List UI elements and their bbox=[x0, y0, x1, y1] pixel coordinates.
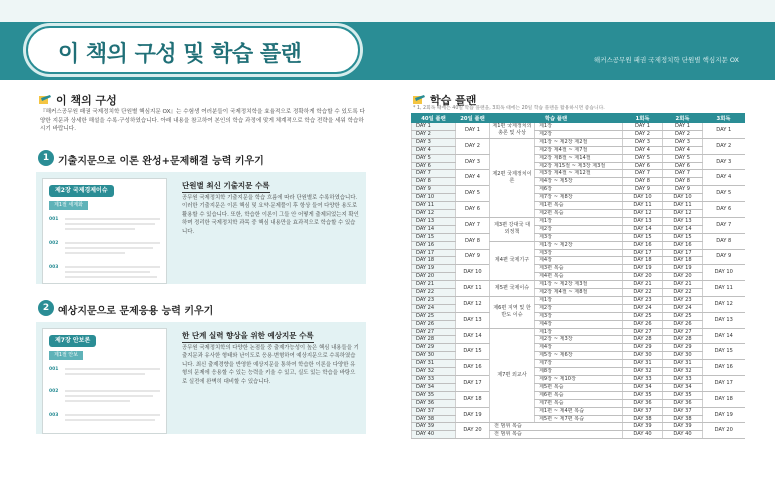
pencil-icon bbox=[38, 94, 52, 106]
round1-cell: DAY 26 bbox=[623, 320, 663, 328]
section1-panel-body: 공무원 국제정치학 기출지문을 학습 흐름에 따라 단원별로 수록하였습니다. 이러한 기출지문은 이론 핵심 및 요약·문제풀이 후 항상 들여 다양한 용도로 활용할 수 있습니다. 또한, 학습한 이론이 그들 안 어떻게 출제되었는지 확인하며 정리한 국제정치학 과목 중 핵심 내용만을 효과적으로 학습할 수 있습니다. bbox=[182, 195, 359, 235]
session-cell: 제5편 ~ 제7편 복습 bbox=[535, 415, 623, 423]
col-header: 1회독 bbox=[623, 114, 663, 123]
round1-cell: DAY 3 bbox=[623, 138, 663, 146]
round2-cell: DAY 11 bbox=[663, 202, 703, 210]
day40-cell: DAY 40 bbox=[412, 431, 456, 439]
session-cell: 제1편 복습 bbox=[535, 202, 623, 210]
section2-book-preview bbox=[42, 328, 167, 434]
day20-cell: DAY 3 bbox=[456, 154, 490, 170]
day40-cell: DAY 30 bbox=[412, 352, 456, 360]
table-row bbox=[412, 423, 745, 431]
round1-cell: DAY 8 bbox=[623, 178, 663, 186]
round2-cell: DAY 6 bbox=[663, 162, 703, 170]
session-cell: 제7장 bbox=[535, 360, 623, 368]
book-tag: 002 bbox=[49, 389, 59, 394]
section1-book-sub: 제1절 세계화 bbox=[49, 201, 88, 210]
plan-cell: 전 범위 복습 bbox=[490, 431, 623, 439]
part-cell: 제7편 외교사 bbox=[490, 328, 535, 423]
session-cell: 제1장 bbox=[535, 123, 623, 131]
day20-cell: DAY 13 bbox=[456, 312, 490, 328]
table-row bbox=[412, 391, 745, 399]
day40-cell: DAY 18 bbox=[412, 257, 456, 265]
section2-panel-head: 한 단계 실력 향상을 위한 예상지문 수록 bbox=[182, 330, 314, 343]
day40-cell: DAY 1 bbox=[412, 123, 456, 131]
day40-cell: DAY 21 bbox=[412, 281, 456, 289]
round3-cell: DAY 9 bbox=[703, 249, 745, 265]
round2-cell: DAY 36 bbox=[663, 399, 703, 407]
day20-cell: DAY 4 bbox=[456, 170, 490, 186]
book-line bbox=[65, 271, 150, 273]
session-cell: 제2장 제4절 ~ 제8절 bbox=[535, 289, 623, 297]
day20-cell: DAY 16 bbox=[456, 360, 490, 376]
section2-panel bbox=[36, 322, 366, 434]
day40-cell: DAY 10 bbox=[412, 194, 456, 202]
table-row bbox=[412, 154, 745, 162]
round2-cell: DAY 3 bbox=[663, 138, 703, 146]
round3-cell: DAY 15 bbox=[703, 344, 745, 360]
round2-cell: DAY 10 bbox=[663, 194, 703, 202]
round2-cell: DAY 38 bbox=[663, 415, 703, 423]
session-cell: 제4편 복습 bbox=[535, 273, 623, 281]
day40-cell: DAY 32 bbox=[412, 368, 456, 376]
table-row bbox=[412, 281, 745, 289]
book-tag: 002 bbox=[49, 241, 59, 246]
day40-cell: DAY 28 bbox=[412, 336, 456, 344]
day20-cell: DAY 20 bbox=[456, 423, 490, 439]
col-header: 학습 플랜 bbox=[490, 114, 623, 123]
session-cell: 제1장 bbox=[535, 217, 623, 225]
round1-cell: DAY 5 bbox=[623, 154, 663, 162]
book-line bbox=[65, 390, 160, 392]
day40-cell: DAY 14 bbox=[412, 225, 456, 233]
session-cell: 제3장 bbox=[535, 233, 623, 241]
part-cell: 제3편 강대국 대외정책 bbox=[490, 217, 535, 241]
round2-cell: DAY 14 bbox=[663, 225, 703, 233]
table-row bbox=[412, 217, 745, 225]
day20-cell: DAY 1 bbox=[456, 123, 490, 139]
book-line bbox=[65, 368, 160, 370]
round1-cell: DAY 28 bbox=[623, 336, 663, 344]
book-line bbox=[65, 414, 160, 416]
round2-cell: DAY 9 bbox=[663, 186, 703, 194]
day20-cell: DAY 17 bbox=[456, 376, 490, 392]
day40-cell: DAY 26 bbox=[412, 320, 456, 328]
round1-cell: DAY 36 bbox=[623, 399, 663, 407]
part-cell: 제1편 국제정치의 총론 및 사상 bbox=[490, 123, 535, 139]
round1-cell: DAY 34 bbox=[623, 383, 663, 391]
round2-cell: DAY 37 bbox=[663, 407, 703, 415]
table-row bbox=[412, 360, 745, 368]
book-line bbox=[65, 276, 157, 278]
col-header: 40일 플랜 bbox=[412, 114, 456, 123]
book-tag: 001 bbox=[49, 367, 59, 372]
round1-cell: DAY 15 bbox=[623, 233, 663, 241]
col-header: 20일 플랜 bbox=[456, 114, 490, 123]
plan-note: * 1, 2회독 때에는 40일 학습 플랜을, 3회독 때에는 20일 학습 플랜을 활용하시면 좋습니다. bbox=[413, 106, 605, 111]
round3-cell: DAY 13 bbox=[703, 312, 745, 328]
session-cell: 제3장 제4절 ~ 제12절 bbox=[535, 170, 623, 178]
round1-cell: DAY 24 bbox=[623, 304, 663, 312]
day40-cell: DAY 20 bbox=[412, 273, 456, 281]
round2-cell: DAY 31 bbox=[663, 360, 703, 368]
book-line bbox=[65, 247, 153, 249]
composition-title: 이 책의 구성 bbox=[56, 94, 117, 107]
book-line bbox=[65, 242, 160, 244]
session-cell: 제5장 ~ 제6장 bbox=[535, 352, 623, 360]
day40-cell: DAY 38 bbox=[412, 415, 456, 423]
book-line bbox=[65, 395, 153, 397]
round2-cell: DAY 15 bbox=[663, 233, 703, 241]
round1-cell: DAY 33 bbox=[623, 376, 663, 384]
day40-cell: DAY 6 bbox=[412, 162, 456, 170]
day40-cell: DAY 22 bbox=[412, 289, 456, 297]
day40-cell: DAY 15 bbox=[412, 233, 456, 241]
day40-cell: DAY 17 bbox=[412, 249, 456, 257]
round1-cell: DAY 23 bbox=[623, 296, 663, 304]
day20-cell: DAY 10 bbox=[456, 265, 490, 281]
round2-cell: DAY 7 bbox=[663, 170, 703, 178]
round1-cell: DAY 29 bbox=[623, 344, 663, 352]
day40-cell: DAY 37 bbox=[412, 407, 456, 415]
day20-cell: DAY 14 bbox=[456, 328, 490, 344]
table-row bbox=[412, 186, 745, 194]
round2-cell: DAY 25 bbox=[663, 312, 703, 320]
session-cell: 제2장 ~ 제3장 bbox=[535, 336, 623, 344]
study-plan-table bbox=[411, 113, 745, 439]
plan-title: 학습 플랜 bbox=[430, 94, 477, 107]
round1-cell: DAY 17 bbox=[623, 249, 663, 257]
table-row bbox=[412, 249, 745, 257]
round2-cell: DAY 16 bbox=[663, 241, 703, 249]
book-line bbox=[65, 419, 155, 421]
day20-cell: DAY 8 bbox=[456, 233, 490, 249]
table-header-row bbox=[412, 114, 745, 123]
session-cell: 제2장 bbox=[535, 304, 623, 312]
session-cell: 제2장 bbox=[535, 130, 623, 138]
round2-cell: DAY 40 bbox=[663, 431, 703, 439]
round1-cell: DAY 19 bbox=[623, 265, 663, 273]
day40-cell: DAY 5 bbox=[412, 154, 456, 162]
section1-book-title: 제2장 국제경제이슈 bbox=[49, 185, 114, 197]
session-cell: 제2편 복습 bbox=[535, 209, 623, 217]
round3-cell: DAY 1 bbox=[703, 123, 745, 139]
round2-cell: DAY 19 bbox=[663, 265, 703, 273]
table-row bbox=[412, 407, 745, 415]
day40-cell: DAY 19 bbox=[412, 265, 456, 273]
round1-cell: DAY 20 bbox=[623, 273, 663, 281]
section1-panel-head: 단원별 최신 기출지문 수록 bbox=[182, 180, 270, 193]
round2-cell: DAY 22 bbox=[663, 289, 703, 297]
session-cell: 제3편 복습 bbox=[535, 265, 623, 273]
round1-cell: DAY 14 bbox=[623, 225, 663, 233]
round3-cell: DAY 18 bbox=[703, 391, 745, 407]
round3-cell: DAY 19 bbox=[703, 407, 745, 423]
round3-cell: DAY 3 bbox=[703, 154, 745, 170]
session-cell: 제1장 ~ 제2장 제3절 bbox=[535, 281, 623, 289]
table-row bbox=[412, 296, 745, 304]
round2-cell: DAY 33 bbox=[663, 376, 703, 384]
round1-cell: DAY 12 bbox=[623, 209, 663, 217]
round2-cell: DAY 29 bbox=[663, 344, 703, 352]
round1-cell: DAY 30 bbox=[623, 352, 663, 360]
round1-cell: DAY 4 bbox=[623, 146, 663, 154]
session-cell: 제6장 bbox=[535, 186, 623, 194]
book-line bbox=[65, 228, 135, 230]
book-line bbox=[65, 400, 130, 402]
section1-heading: 기출지문으로 이론 완성+문제해결 능력 키우기 bbox=[58, 156, 264, 167]
table-row bbox=[412, 265, 745, 273]
session-cell: 제1장 ~ 제2장 제2절 bbox=[535, 138, 623, 146]
section2-panel-body: 공무원 국제정치학의 다양한 논점들 중 출제가능성이 높은 핵심 내용들을 기출지문과 유사한 형태와 난이도로 응용·변형하여 예상지문으로 수록하였습니다. 최신 출제경향을 반영한 예상지문을 통하여 학습한 이론을 다양한 유형의 문제에 응용할 수 있는 능력을 키울 수 있고, 실도 있는 학습을 바탕으로 실전에 완벽히 대비할 수 있습니다. bbox=[182, 345, 359, 385]
section2-book-title: 제7장 안보론 bbox=[49, 335, 96, 347]
day20-cell: DAY 5 bbox=[456, 186, 490, 202]
table-row bbox=[412, 312, 745, 320]
round1-cell: DAY 1 bbox=[623, 123, 663, 131]
session-cell: 제2장 제8절 ~ 제14절 bbox=[535, 154, 623, 162]
round2-cell: DAY 2 bbox=[663, 130, 703, 138]
day40-cell: DAY 9 bbox=[412, 186, 456, 194]
day40-cell: DAY 2 bbox=[412, 130, 456, 138]
round1-cell: DAY 37 bbox=[623, 407, 663, 415]
session-cell: 제2장 bbox=[535, 225, 623, 233]
table-row bbox=[412, 170, 745, 178]
day40-cell: DAY 3 bbox=[412, 138, 456, 146]
round2-cell: DAY 23 bbox=[663, 296, 703, 304]
round1-cell: DAY 40 bbox=[623, 431, 663, 439]
day20-cell: DAY 6 bbox=[456, 202, 490, 218]
session-cell: 제8장 bbox=[535, 368, 623, 376]
table-body bbox=[412, 123, 745, 439]
round2-cell: DAY 27 bbox=[663, 328, 703, 336]
day40-cell: DAY 29 bbox=[412, 344, 456, 352]
round3-cell: DAY 5 bbox=[703, 186, 745, 202]
round1-cell: DAY 25 bbox=[623, 312, 663, 320]
session-cell: 제4장 bbox=[535, 344, 623, 352]
table-row bbox=[412, 344, 745, 352]
round2-cell: DAY 24 bbox=[663, 304, 703, 312]
day20-cell: DAY 12 bbox=[456, 296, 490, 312]
round2-cell: DAY 32 bbox=[663, 368, 703, 376]
day40-cell: DAY 36 bbox=[412, 399, 456, 407]
day40-cell: DAY 13 bbox=[412, 217, 456, 225]
session-cell: 제3장 bbox=[535, 312, 623, 320]
round2-cell: DAY 39 bbox=[663, 423, 703, 431]
round3-cell: DAY 16 bbox=[703, 360, 745, 376]
part-cell: 제2편 국제정치이론 bbox=[490, 138, 535, 217]
day20-cell: DAY 19 bbox=[456, 407, 490, 423]
day40-cell: DAY 27 bbox=[412, 328, 456, 336]
day40-cell: DAY 34 bbox=[412, 383, 456, 391]
book-line bbox=[65, 252, 125, 254]
session-cell: 제5편 복습 bbox=[535, 383, 623, 391]
col-header: 2회독 bbox=[663, 114, 703, 123]
round1-cell: DAY 7 bbox=[623, 170, 663, 178]
section2-heading: 예상지문으로 문제응용 능력 키우기 bbox=[58, 306, 214, 317]
section1-panel bbox=[36, 172, 366, 284]
session-cell: 제1편 ~ 제4편 복습 bbox=[535, 407, 623, 415]
book-tag: 003 bbox=[49, 413, 59, 418]
round1-cell: DAY 31 bbox=[623, 360, 663, 368]
table-row bbox=[412, 138, 745, 146]
round1-cell: DAY 38 bbox=[623, 415, 663, 423]
round3-cell: DAY 10 bbox=[703, 265, 745, 281]
part-cell: 제6편 지역 및 한반도 이슈 bbox=[490, 296, 535, 328]
book-line bbox=[65, 373, 145, 375]
round3-cell: DAY 17 bbox=[703, 376, 745, 392]
round2-cell: DAY 28 bbox=[663, 336, 703, 344]
round3-cell: DAY 14 bbox=[703, 328, 745, 344]
day20-cell: DAY 9 bbox=[456, 249, 490, 265]
round1-cell: DAY 27 bbox=[623, 328, 663, 336]
day40-cell: DAY 11 bbox=[412, 202, 456, 210]
round2-cell: DAY 35 bbox=[663, 391, 703, 399]
round3-cell: DAY 2 bbox=[703, 138, 745, 154]
day40-cell: DAY 33 bbox=[412, 376, 456, 384]
day40-cell: DAY 12 bbox=[412, 209, 456, 217]
session-cell: 제4장 bbox=[535, 320, 623, 328]
round2-cell: DAY 21 bbox=[663, 281, 703, 289]
round3-cell: DAY 12 bbox=[703, 296, 745, 312]
round3-cell: DAY 6 bbox=[703, 202, 745, 218]
round3-cell: DAY 8 bbox=[703, 233, 745, 249]
session-cell: 제1장 bbox=[535, 296, 623, 304]
day40-cell: DAY 35 bbox=[412, 391, 456, 399]
day40-cell: DAY 4 bbox=[412, 146, 456, 154]
section1-number: 1 bbox=[38, 150, 54, 166]
session-cell: 제2장 제15절 ~ 제3장 제3절 bbox=[535, 162, 623, 170]
session-cell: 제9장 ~ 제10장 bbox=[535, 376, 623, 384]
round1-cell: DAY 32 bbox=[623, 368, 663, 376]
round3-cell: DAY 20 bbox=[703, 423, 745, 439]
round1-cell: DAY 16 bbox=[623, 241, 663, 249]
plan-cell: 전 범위 복습 bbox=[490, 423, 623, 431]
section2-number: 2 bbox=[38, 300, 54, 316]
table-row bbox=[412, 123, 745, 131]
round2-cell: DAY 20 bbox=[663, 273, 703, 281]
composition-intro: 『해커스공무원 패권 국제정치학 단원별 핵심지문 OX』는 수험생 여러분들이 국제정치학을 효율적으로 정확하게 학습할 수 있도록 다양한 지문과 상세한 해설을 수록·구성하였습니다. 아래 내용을 참고하여 본인의 학습 과정에 맞게 체계적으로 학습 전략을 세워 학습하시기 바랍니다. bbox=[40, 109, 365, 133]
day40-cell: DAY 23 bbox=[412, 296, 456, 304]
book-line bbox=[65, 218, 160, 220]
day40-cell: DAY 25 bbox=[412, 312, 456, 320]
table-row bbox=[412, 376, 745, 384]
round1-cell: DAY 9 bbox=[623, 186, 663, 194]
book-name: 해커스공무원 패권 국제정치학 단원별 핵심지문 OX bbox=[593, 56, 739, 64]
round3-cell: DAY 11 bbox=[703, 281, 745, 297]
round1-cell: DAY 39 bbox=[623, 423, 663, 431]
round1-cell: DAY 18 bbox=[623, 257, 663, 265]
round2-cell: DAY 13 bbox=[663, 217, 703, 225]
round1-cell: DAY 10 bbox=[623, 194, 663, 202]
round2-cell: DAY 30 bbox=[663, 352, 703, 360]
session-cell: 제7편 복습 bbox=[535, 399, 623, 407]
day20-cell: DAY 15 bbox=[456, 344, 490, 360]
session-cell: 제4장 bbox=[535, 257, 623, 265]
day20-cell: DAY 7 bbox=[456, 217, 490, 233]
round3-cell: DAY 4 bbox=[703, 170, 745, 186]
round2-cell: DAY 34 bbox=[663, 383, 703, 391]
book-tag: 003 bbox=[49, 265, 59, 270]
round1-cell: DAY 22 bbox=[623, 289, 663, 297]
session-cell: 제1장 ~ 제2장 bbox=[535, 241, 623, 249]
round1-cell: DAY 11 bbox=[623, 202, 663, 210]
table-row bbox=[412, 202, 745, 210]
col-header: 3회독 bbox=[703, 114, 745, 123]
round2-cell: DAY 17 bbox=[663, 249, 703, 257]
table-row bbox=[412, 328, 745, 336]
composition-title-wrap bbox=[38, 92, 117, 108]
round2-cell: DAY 1 bbox=[663, 123, 703, 131]
day40-cell: DAY 39 bbox=[412, 423, 456, 431]
round1-cell: DAY 35 bbox=[623, 391, 663, 399]
book-line bbox=[65, 266, 160, 268]
session-cell: 제3장 bbox=[535, 249, 623, 257]
round1-cell: DAY 21 bbox=[623, 281, 663, 289]
book-tag: 001 bbox=[49, 217, 59, 222]
header-top-strip bbox=[0, 0, 775, 22]
day40-cell: DAY 31 bbox=[412, 360, 456, 368]
round2-cell: DAY 8 bbox=[663, 178, 703, 186]
section1-book-preview bbox=[42, 178, 167, 284]
table-row bbox=[412, 233, 745, 241]
book-line bbox=[65, 223, 155, 225]
round1-cell: DAY 6 bbox=[623, 162, 663, 170]
day20-cell: DAY 11 bbox=[456, 281, 490, 297]
session-cell: 제4장 ~ 제5장 bbox=[535, 178, 623, 186]
day40-cell: DAY 8 bbox=[412, 178, 456, 186]
session-cell: 제6편 복습 bbox=[535, 391, 623, 399]
page-title: 이 책의 구성 및 학습 플랜 bbox=[58, 42, 302, 67]
round2-cell: DAY 26 bbox=[663, 320, 703, 328]
round1-cell: DAY 2 bbox=[623, 130, 663, 138]
session-cell: 제1장 bbox=[535, 328, 623, 336]
round2-cell: DAY 12 bbox=[663, 209, 703, 217]
round2-cell: DAY 5 bbox=[663, 154, 703, 162]
round1-cell: DAY 13 bbox=[623, 217, 663, 225]
round2-cell: DAY 4 bbox=[663, 146, 703, 154]
day20-cell: DAY 2 bbox=[456, 138, 490, 154]
round3-cell: DAY 7 bbox=[703, 217, 745, 233]
round2-cell: DAY 18 bbox=[663, 257, 703, 265]
session-cell: 제2장 제4절 ~ 제7절 bbox=[535, 146, 623, 154]
day40-cell: DAY 7 bbox=[412, 170, 456, 178]
session-cell: 제7장 ~ 제8장 bbox=[535, 194, 623, 202]
day20-cell: DAY 18 bbox=[456, 391, 490, 407]
section2-book-sub: 제1절 안보 bbox=[49, 351, 83, 360]
day40-cell: DAY 16 bbox=[412, 241, 456, 249]
day40-cell: DAY 24 bbox=[412, 304, 456, 312]
part-cell: 제5편 국제이슈 bbox=[490, 281, 535, 297]
part-cell: 제4편 국제기구 bbox=[490, 241, 535, 281]
